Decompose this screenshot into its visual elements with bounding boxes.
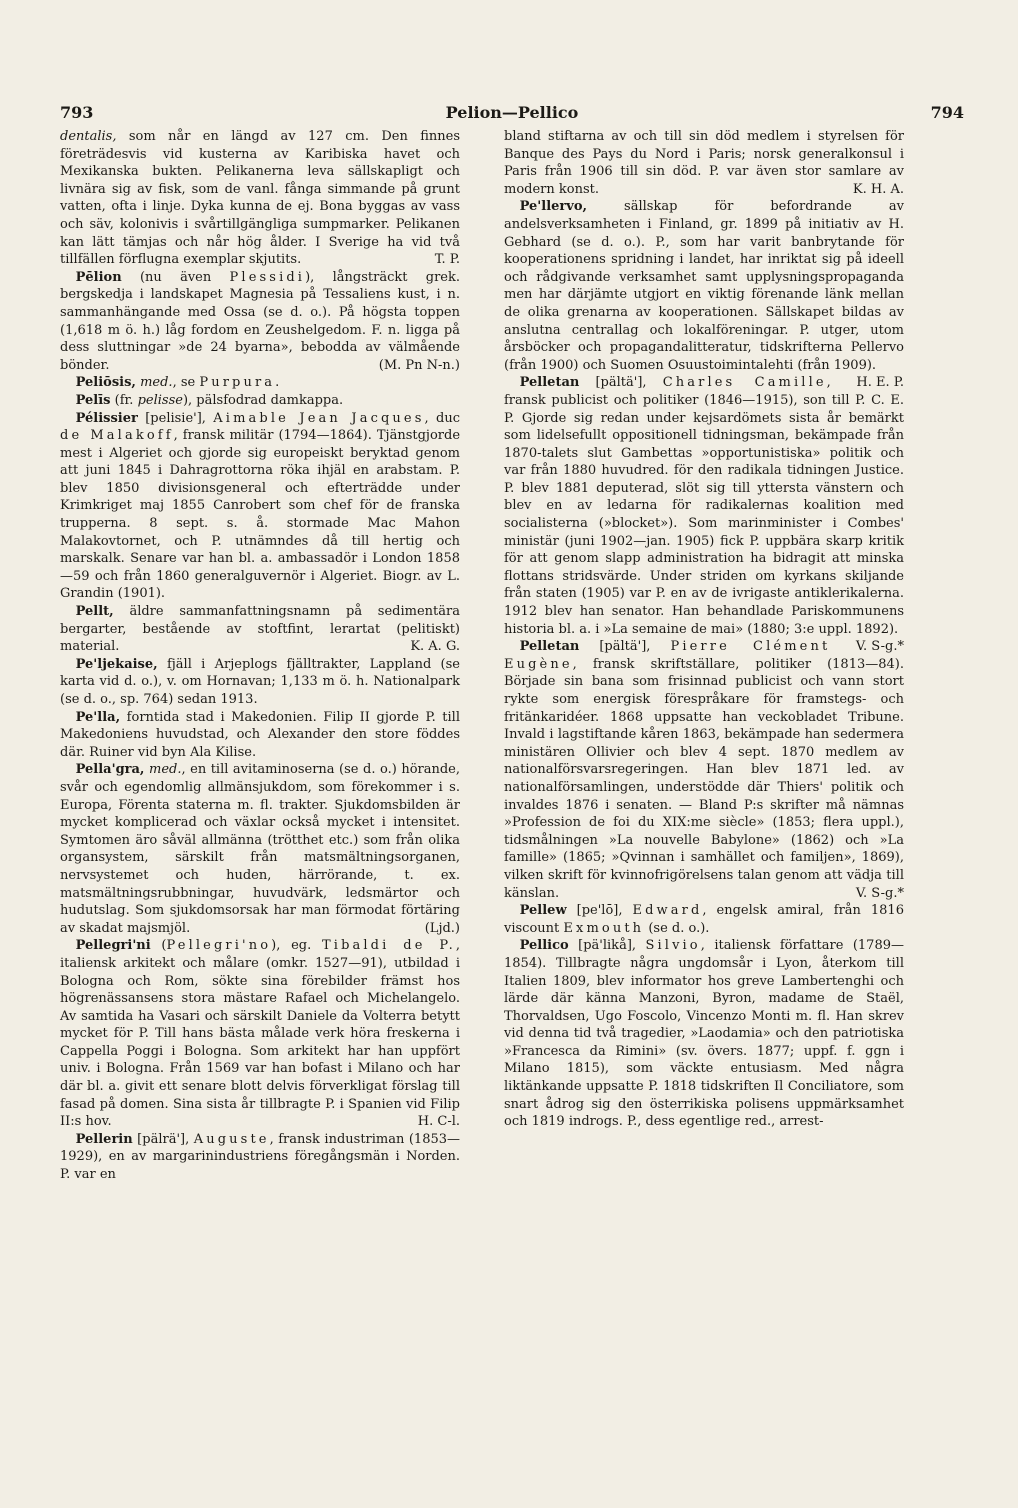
page-header <box>60 103 964 125</box>
page-number-left: 793 <box>60 103 94 122</box>
text-run: [pä'likå], <box>568 938 646 954</box>
author-signature: K. H. A. <box>852 181 904 197</box>
entry-pelissier <box>60 410 460 604</box>
entry-pelis <box>60 392 460 410</box>
headword: Pellt, <box>75 604 114 620</box>
entry-peljekaise <box>60 656 460 709</box>
author-signature: (M. Pn N-n.) <box>378 357 460 373</box>
text-run: som når en längd av 127 cm. Den finnes företrädesvis vid kusterna av Karibiska havet och Mexikanska bukten. Pelikanerna leva sällskapligt och livnära sig av fisk, som de vanl. fånga simmande på grunt vatten, ofta i linje. Dyka kunna de ej. Bona byggas av vass och säv, kolonivis i svårtillgängliga sumpmarker. Pelikanen kan lätt tämjas och når hög ålder. I Sverige ha vid två tillfällen förflugna exemplar skjutits. <box>60 129 460 268</box>
text-run: Exmouth <box>563 920 645 936</box>
author-signature: H. C-l. <box>417 1114 460 1130</box>
headword: Pellerin <box>75 1131 133 1147</box>
text-run: [pältä'], <box>579 639 671 655</box>
entry-pellt <box>60 603 460 656</box>
headword: Pe'llervo, <box>519 199 588 215</box>
text-run: Charles Camille <box>662 375 827 391</box>
text-run: dentalis, <box>60 129 117 144</box>
headword: Pellew <box>519 903 567 919</box>
author-signature: T. P. <box>434 252 460 268</box>
text-run: [pe'lō], <box>566 903 633 919</box>
text-run: forntida stad i Makedonien. Filip II gjorde P. till Makedoniens huvudstad, och Alexander den store föddes där. Ruiner vid byn Ala Kilise. <box>60 709 460 760</box>
headword: Pēlion <box>75 269 122 285</box>
entry-pelion <box>60 269 460 375</box>
text-run: ), eg. <box>271 938 323 954</box>
author-signature: K. A. G. <box>410 639 460 655</box>
entry-dentalis-continuation <box>60 128 460 269</box>
text-run: Tibaldi de P. <box>322 938 456 954</box>
text-run: , fransk industriman (1853—1929), en av margarinindustriens föregångsmän i Norden. P. var en <box>60 1131 461 1183</box>
text-run: pelisse <box>137 392 183 408</box>
text-run: (fr. <box>110 392 138 408</box>
entry-pellerin-continuation <box>504 128 904 198</box>
text-run: ( <box>150 938 167 954</box>
entry-pelletan-charles <box>504 374 904 655</box>
text-run: , en till avitaminoserna (se d. o.) hörande, svår och egendomlig allmänsjukdom, som förekommer i s. Europa, Förenta staterna m. fl. trakter. Sjukdomsbilden är mycket komplicerad och växlar också mycket i intensitet. Symtomen äro såväl allmänna (trötthet etc.) som från olika organsystem, särskilt från matsmältningsorganen, nervsystemet och huden, härrörande, t. ex. matsmältningsrubbningar, huvudvärk, ledsmärtor och hudutslag. Som sjukdomsorsak har man förmodat förtäring av skadat majsmjöl. <box>60 762 461 936</box>
text-run: (se d. o.). <box>644 920 710 936</box>
text-run: [pältä'], <box>579 375 663 391</box>
text-run: . <box>275 375 280 391</box>
text-run: , fransk militär (1794—1864). Tjänstgjorde mest i Algeriet och gjorde sig europeiskt beryktad genom att juni 1845 i Dahragrottorna röka ihjäl en arabstam. P. blev 1850 divisionsgeneral och efterträdde under Krimkriget maj 1855 Canrobert som chef för de franska trupperna. 8 sept. s. å. stormade Mac Mahon Malakovtornet, och P. utnämndes då till hertig och marskalk. Senare var han bl. a. ambassadör i London 1858—59 och från 1860 generalguvernör i Algeriet. Biogr. av L. Grandin (1901). <box>60 428 461 602</box>
text-run: med. <box>144 762 182 778</box>
text-run: , engelsk amiral, från 1816 viscount <box>504 903 904 936</box>
headword: Peliōsis, <box>75 375 136 391</box>
headword: Pe'lla, <box>75 709 121 725</box>
author-signature: V. S-g.* <box>855 885 904 901</box>
text-run: [pälrä'], <box>132 1131 194 1147</box>
text-run: Silvio <box>645 938 701 954</box>
text-run: Purpura <box>199 375 276 391</box>
text-run: sällskap för befordrande av andelsverksamheten i Finland, gr. 1899 på initiativ av H. Gebhard (se d. o.). P., som har varit banbrytande för kooperationens spridning i landet, har inriktat sig på ideell och rådgivande verksamhet samt upplysningspropaganda men har därjämte utgjort en viktig förenande länk mellan de olika grenarna av kooperationen. Sällskapet bildas av anslutna centrallag och lokalföreningar. P. utger, utom årsböcker och propagandalitteratur, tidskrifterna Pellervo (från 1900) och Suomen Osuustoimintalehti (från 1909). <box>504 199 904 373</box>
author-signature: V. S-g.* <box>855 639 904 655</box>
entry-peliosis <box>60 374 460 392</box>
text-run: , fransk skriftställare, politiker (1813—84). Började sin bana som frisinnad publicist och vann stort rykte som energisk förespråkare för framstegs- och fritänkaridéer. 1868 uppsatte han veckobladet Tribune. Invald i lagstiftande kåren 1863, bekämpade han sedermera ministären Ollivier och blev 4 sept. 1870 medlem av nationalförsvarsregeringen. Han blev 1871 led. av nationalförsamlingen, understödde där Thiers' politik och invaldes 1876 i senaten. — Bland P:s skrifter må nämnas »Profession de foi du XIX:me siècle» (1853; flera uppl.), tidsmålningen »La nouvelle Babylone» (1862) och »La famille» (1865; »Qvinnan i samhället och familjen», 1869), vilken skrift för kvinnofrigörelsens talan genom att vädja till känslan. <box>504 656 904 901</box>
headword: Pellico <box>519 938 569 954</box>
headword: Pellegri'ni <box>75 938 151 954</box>
text-run: Pierre Clément Eugène <box>504 639 831 672</box>
text-run: de Malakoff <box>60 428 174 444</box>
left-column <box>60 128 460 1184</box>
entry-pellagra <box>60 761 460 937</box>
text-run: , se <box>172 375 200 391</box>
entry-pellerin <box>60 1131 460 1184</box>
entry-pellew <box>504 902 904 937</box>
text-run: ), pälsfodrad damkappa. <box>182 392 344 408</box>
headword: Pella'gra, <box>75 762 145 778</box>
author-signature: (Ljd.) <box>424 920 460 936</box>
headword: Pe'ljekaise, <box>75 656 158 672</box>
entry-pellegrini <box>60 937 460 1131</box>
running-title: Pelion—Pellico <box>445 103 579 122</box>
text-run: , italiensk författare (1789—1854). Tillbragte några ungdomsår i Lyon, återkom till Italien 1809, blev informator hos greve Lambertenghi och lärde där känna Manzoni, Byron, madame de Staël, Thorvaldsen, Ugo Foscolo, Vincenzo Monti m. fl. Han skrev vid denna tid två tragedier, »Laodamia» och den patriotiska »Francesca da Rimini» (sv. övers. 1877; uppf. f. ggn i Milano 1815), som väckte entusiasm. Med några liktänkande uppsatte P. 1818 tidskriften Il Conciliatore, som snart ådrog sig den österrikiska polisens uppmärksamhet och 1819 indrogs. P., dess egentlige red., arrest- <box>504 938 904 1130</box>
text-run: Plessidi <box>229 269 306 285</box>
text-run: [pelisie'], <box>137 410 214 426</box>
text-run: ), långsträckt grek. bergskedja i landskapet Magnesia på Tessaliens kust, i n. sammanhängande med Ossa (se d. o.). På högsta toppen (1,618 m ö. h.) låg fordom en Zeushelgedom. F. n. ligga på dess sluttningar »de 24 byarna», bebodda av välmående bönder. <box>60 269 460 373</box>
text-run: , duc <box>424 410 460 426</box>
text-run: (nu även <box>121 269 230 285</box>
page-number-right: 794 <box>930 103 964 122</box>
text-run: bland stiftarna av och till sin död medlem i styrelsen för Banque des Pays du Nord i Paris; norsk generalkonsul i Paris från 1906 till sin död. P. var även stor samlare av modern konst. <box>504 129 904 197</box>
text-run: Aimable Jean Jacques <box>213 410 425 426</box>
text-run: Pellegri'no <box>166 938 272 954</box>
entry-pellico <box>504 937 904 1131</box>
text-run: med. <box>135 375 173 391</box>
right-column <box>504 128 904 1131</box>
entry-pella <box>60 709 460 762</box>
headword: Pelletan <box>519 639 580 655</box>
text-run: , italiensk arkitekt och målare (omkr. 1527—91), utbildad i Bologna och Rom, sökte sina förebilder främst hos högrenässansens stora mästare Rafael och Michelangelo. Av samtida ha Vasari och särskilt Daniele da Volterra betytt mycket för P. Till hans bästa målade verk höra freskerna i Cappella Poggi i Bologna. Som arkitekt har han uppfört univ. i Bologna. Från 1569 var han bofast i Milano och har där bl. a. givit ett senare blott delvis förverkligat förslag till fasad på domen. Sina sista år tillbragte P. i Spanien vid Filip II:s hov. <box>60 938 460 1130</box>
author-signature: H. E. P. <box>856 375 904 391</box>
text-run: Edward <box>632 903 703 919</box>
text-run: fjäll i Arjeplogs fjälltrakter, Lappland (se karta vid d. o.), v. om Hornavan; 1,133 m ö. h. Nationalpark (se d. o., sp. 764) sedan 1913. <box>60 656 460 707</box>
headword: Pelīs <box>75 392 111 408</box>
text-run: äldre sammanfattningsnamn på sedimentära bergarter, bestående av stoftfint, lerartat (pelitiskt) material. <box>60 604 460 655</box>
text-run: Auguste <box>193 1131 270 1147</box>
headword: Pélissier <box>75 410 138 426</box>
text-run: , fransk publicist och politiker (1846—1915), son till P. C. E. P. Gjorde sig redan under kejsardömets sista år bemärkt som lidelsefullt oppositionell tidningsman, bekämpade från 1870-talets slut Gambettas »opportunistiska» politik och var från 1880 huvudred. för den radikala tidningen Justice. P. blev 1881 deputerad, slöt sig till yttersta vänstern och blev en av ledarna för radikalernas koalition med socialisterna (»blocket»). Som marinminister i Combes' ministär (juni 1902—jan. 1905) fick P. uppbära skarp kritik för att genom slapp administration ha bidragit att minska flottans stridsvärde. Under striden om kyrkans skiljande från staten (1905) var P. en av de ivrigaste antiklerikalerna. 1912 blev han senator. Han behandlade Pariskommunens historia bl. a. i »La semaine de mai» (1880; 3:e uppl. 1892). <box>504 375 904 637</box>
entry-pelletan-pierre <box>504 638 904 902</box>
headword: Pelletan <box>519 375 580 391</box>
